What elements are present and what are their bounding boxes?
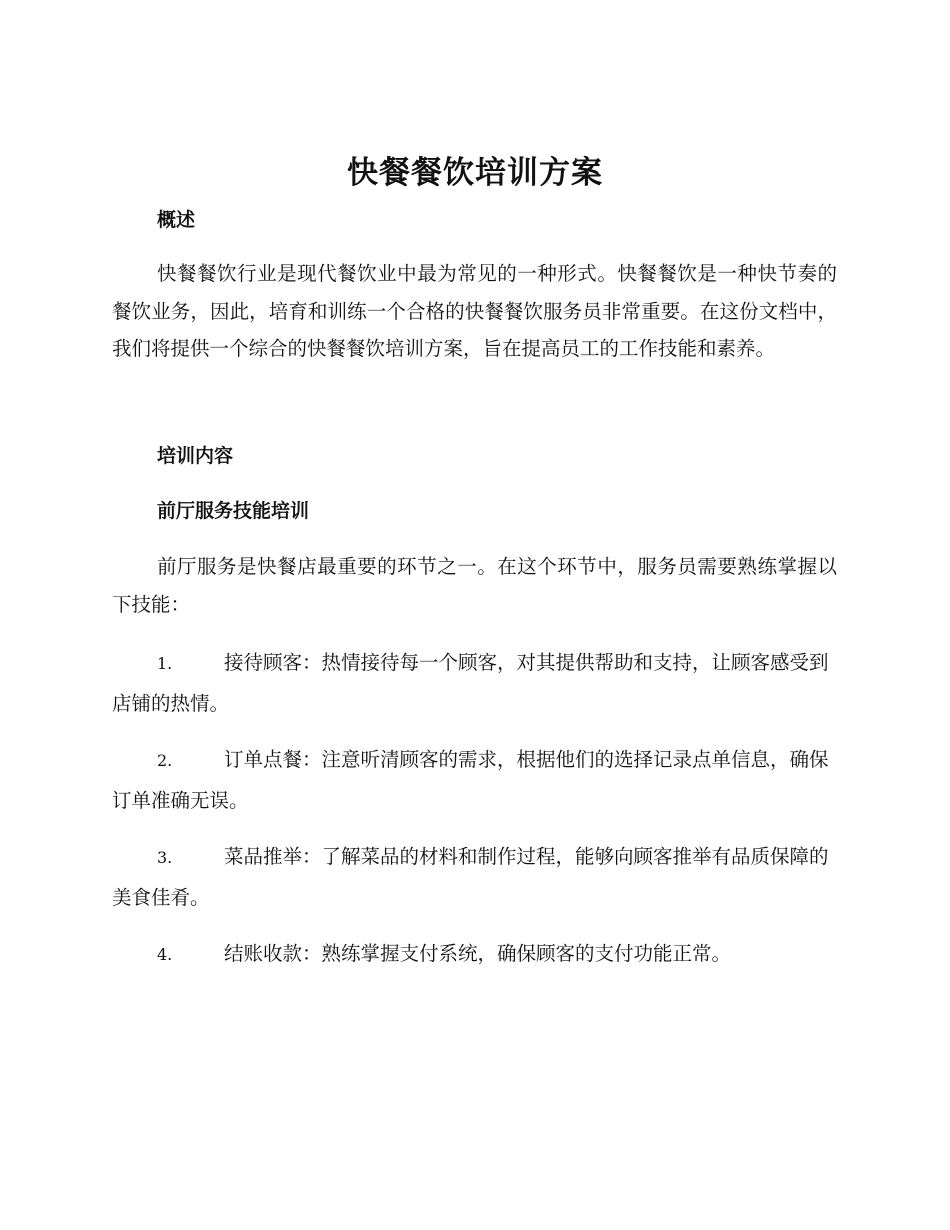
list-item [112,934,837,975]
list-number: 1. [157,654,173,673]
list-text: 结账收款：熟练掌握支付系统，确保顾客的支付功能正常。 [224,942,732,965]
list-item [112,837,837,918]
front-desk-paragraph: 前厅服务是快餐店最重要的环节之一。在这个环节中，服务员需要熟练掌握以下技能： [112,555,837,616]
list-item [112,740,837,821]
list-number: 3. [157,848,173,867]
training-content-heading: 培训内容 [157,445,234,467]
list-item [112,643,837,724]
overview-paragraph: 快餐餐饮行业是现代餐饮业中最为常见的一种形式。快餐餐饮是一种快节奏的餐饮业务，因此，培育和训练一个合格的快餐餐饮服务员非常重要。在这份文档中，我们将提供一个综合的快餐餐饮培训方案，旨在提高员工的工作技能和素养。 [112,262,837,360]
front-desk-heading: 前厅服务技能培训 [157,500,310,522]
list-number: 2. [157,751,173,770]
overview-heading: 概述 [157,209,196,231]
list-number: 4. [157,945,173,964]
document-title: 快餐餐饮培训方案 [347,155,603,191]
list-text: 订单点餐：注意听清顾客的需求，根据他们的选择记录点单信息，确保订单准确无误。 [112,748,829,812]
list-text: 接待顾客：热情接待每一个顾客，对其提供帮助和支持，让顾客感受到店铺的热情。 [112,651,829,715]
list-text: 菜品推举：了解菜品的材料和制作过程，能够向顾客推举有品质保障的美食佳肴。 [112,845,829,909]
